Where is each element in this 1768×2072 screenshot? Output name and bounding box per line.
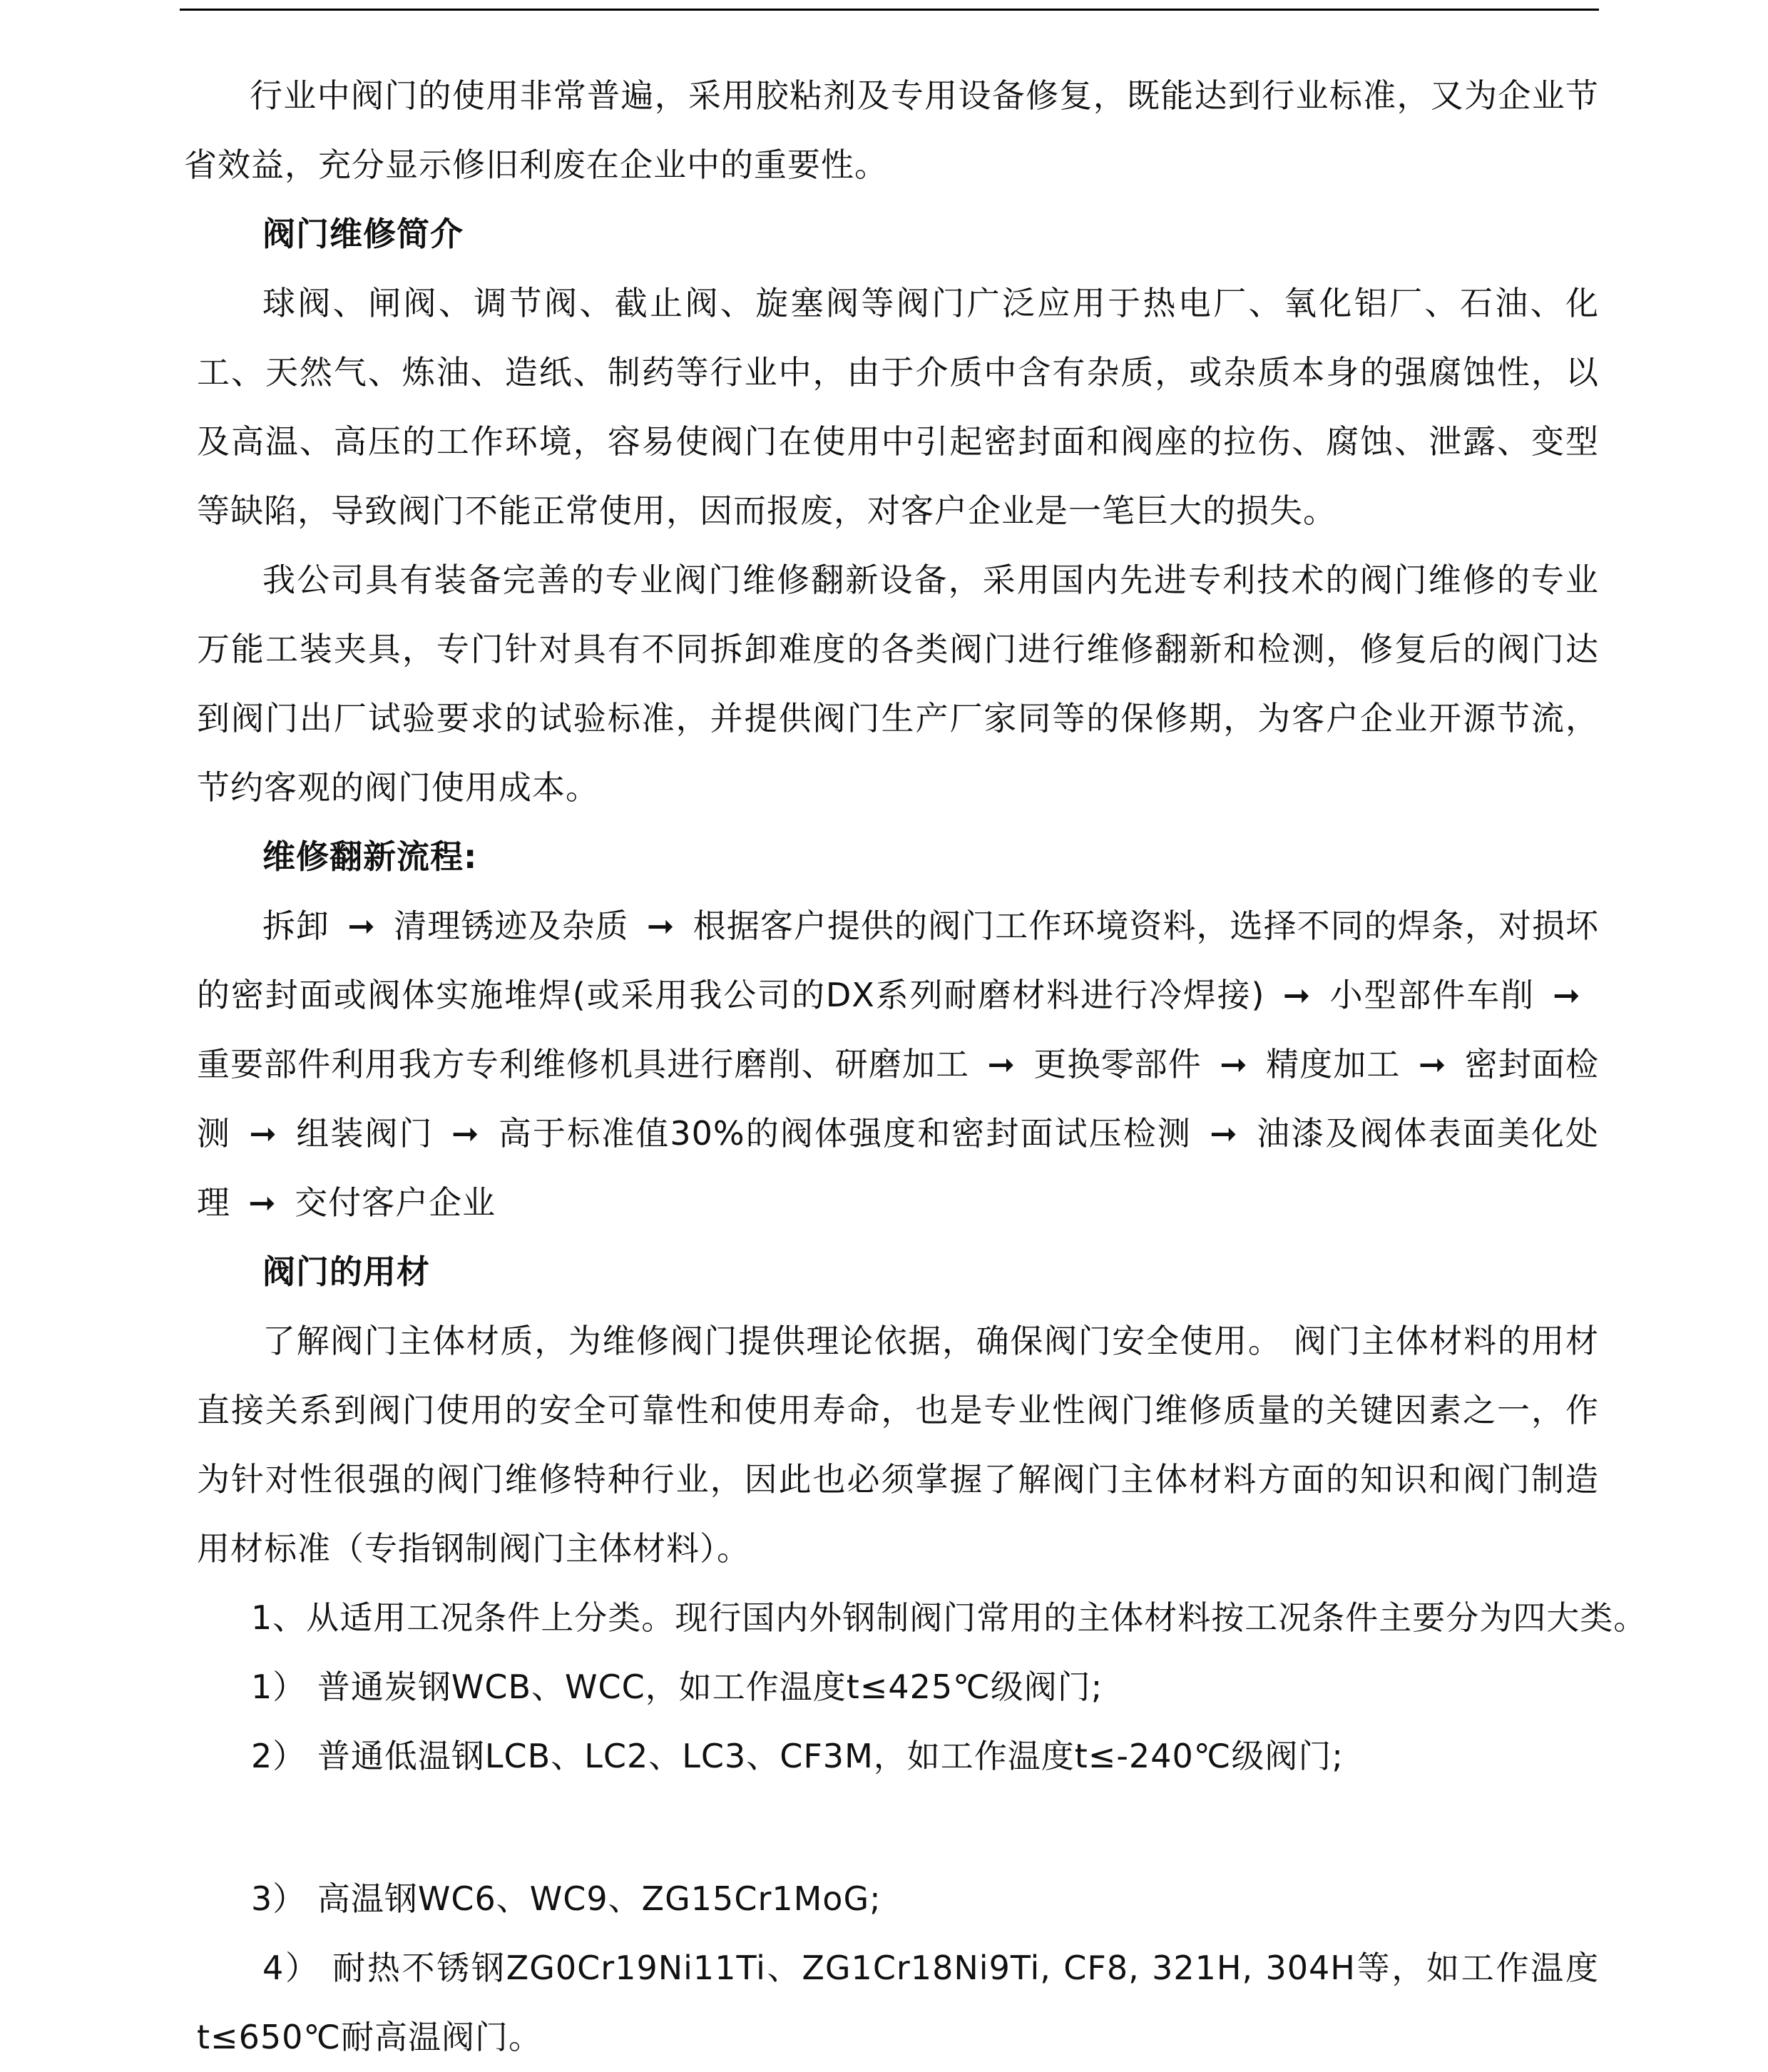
classification-line: 1、从适用工况条件上分类。现行国内外钢制阀门常用的主体材料按工况条件主要分为四大类。 (251, 1598, 1647, 1637)
section-heading-intro: 阀门维修简介 (262, 215, 464, 253)
process-step: 根据客户提供的阀门工作环境资料，选择不同的焊条，对损坏的密封面或阀体实施堆焊(或采用我公司的DX系列耐磨材料进行冷焊接) (197, 907, 1600, 1014)
process-step: 精度加工 (1266, 1045, 1401, 1083)
material-item-4: 4） 耐热不锈钢ZG0Cr19Ni11Ti、ZG1Cr18Ni9Ti, CF8, 321H, 304H等，如工作温度t≤650℃耐高温阀门。 (197, 1949, 1599, 2056)
section-heading-process: 维修翻新流程: (262, 837, 478, 876)
process-step: 重要部件利用我方专利维修机具进行磨削、研磨加工 (197, 1045, 970, 1083)
process-step: 清理锈迹及杂质 (394, 907, 629, 945)
section-heading-materials: 阀门的用材 (262, 1252, 430, 1291)
material-item-3: 3） 高温钢WC6、WC9、ZG15Cr1MoG; (251, 1879, 882, 1918)
process-step: 更换零部件 (1033, 1045, 1202, 1083)
paragraph-company-capability: 我公司具有装备完善的专业阀门维修翻新设备，采用国内先进专利技术的阀门维修的专业万能工装夹具，专门针对具有不同拆卸难度的各类阀门进行维修翻新和检测，修复后的阀门达到阀门出厂试验要求的试验标准，并提供阀门生产厂家同等的保修期，为客户企业开源节流，节约客观的阀门使用成本。 (197, 561, 1599, 807)
arrow-right-icon: ➞ (347, 907, 376, 945)
process-step: 油漆及阀体表面美化处理 (197, 1114, 1600, 1222)
arrow-right-icon: ➞ (451, 1114, 480, 1153)
process-step: 拆卸 (262, 907, 330, 945)
process-step: 交付客户企业 (295, 1183, 496, 1222)
arrow-right-icon: ➞ (646, 907, 675, 945)
arrow-right-icon: ➞ (249, 1114, 277, 1153)
arrow-right-icon: ➞ (987, 1045, 1016, 1083)
arrow-right-icon: ➞ (1418, 1045, 1447, 1083)
process-step: 密封面检测 (197, 1045, 1600, 1153)
process-step: 高于标准值30%的阀体强度和密封面试压检测 (497, 1114, 1192, 1153)
material-item-2: 2） 普通低温钢LCB、LC2、LC3、CF3M，如工作温度t≤-240℃级阀门; (251, 1737, 1344, 1775)
material-item-1: 1） 普通炭钢WCB、WCC，如工作温度t≤425℃级阀门; (251, 1668, 1103, 1706)
process-step: 组装阀门 (295, 1114, 434, 1153)
arrow-right-icon: ➞ (248, 1183, 277, 1222)
process-flow (197, 892, 1599, 1237)
arrow-right-icon: ➞ (1553, 976, 1581, 1014)
arrow-right-icon: ➞ (1282, 976, 1312, 1014)
paragraph-valve-repair-intro: 球阀、闸阀、调节阀、截止阀、旋塞阀等阀门广泛应用于热电厂、氧化铝厂、石油、化工、天然气、炼油、造纸、制药等行业中，由于介质中含有杂质，或杂质本身的强腐蚀性，以及高温、高压的工作环境，容易使阀门在使用中引起密封面和阀座的拉伤、腐蚀、泄露、变型等缺陷，导致阀门不能正常使用，因而报废，对客户企业是一笔巨大的损失。 (197, 284, 1599, 530)
intro-paragraph: 行业中阀门的使用非常普遍，采用胶粘剂及专用设备修复，既能达到行业标准，又为企业节省效益，充分显示修旧利废在企业中的重要性。 (184, 76, 1599, 184)
arrow-right-icon: ➞ (1220, 1045, 1248, 1083)
process-step: 小型部件车削 (1329, 976, 1535, 1014)
header-rule (180, 9, 1599, 11)
arrow-right-icon: ➞ (1210, 1114, 1238, 1153)
paragraph-materials-intro: 了解阀门主体材质，为维修阀门提供理论依据，确保阀门安全使用。 阀门主体材料的用材直接关系到阀门使用的安全可靠性和使用寿命，也是专业性阀门维修质量的关键因素之一，作为针对性很强的阀门维修特种行业，因此也必须掌握了解阀门主体材料方面的知识和阀门制造用材标准（专指钢制阀门主体材料）。 (197, 1322, 1599, 1568)
